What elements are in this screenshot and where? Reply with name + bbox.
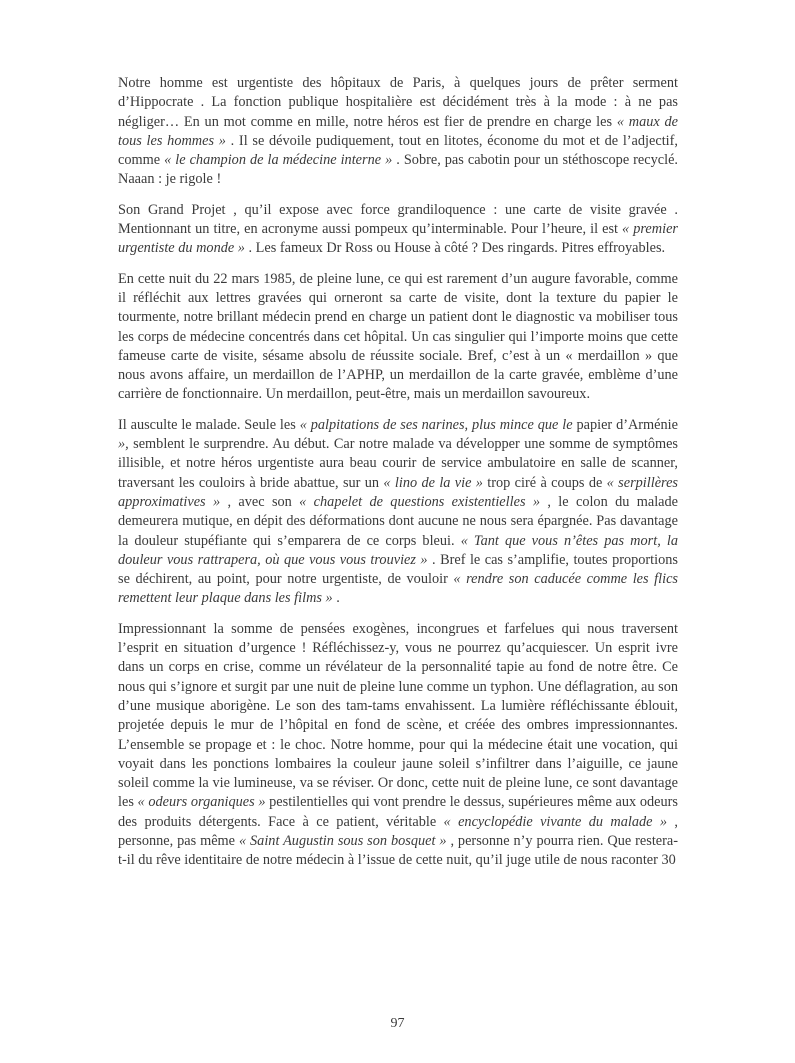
text-run: . Sobre, pas cabotin pour un stéthoscope recyclé. Naaan : je rigole ! — [118, 152, 679, 188]
text-run: semblent le surprendre. Au début. Car notre malade va développer une somme de symptômes illisible, et notre héros urgentiste aura beau courir de service ambulatoire en salle de scanner, traversant les couloirs à bride abattue, sur un — [118, 436, 678, 491]
italic-quote: « Tant que vous n’êtes pas mort, la douleur vous rattrapera, où que vous vous trouviez » — [118, 532, 678, 568]
text-run: , personne, pas même — [118, 813, 678, 849]
paragraph-2 — [118, 201, 678, 259]
italic-quote: « palpitations de ses narines, plus mince que le — [299, 416, 573, 433]
italic-quote: « maux de tous les hommes » — [118, 113, 678, 149]
text-run: , personne n’y pourra rien. Que restera-t-il du rêve identitaire de notre médecin à l’issue de cette nuit, qu’il juge utile de nous raconter 30 — [118, 832, 678, 869]
italic-quote: « premier urgentiste du monde » — [118, 221, 678, 257]
italic-quote: « rendre son caducée comme les flics remettent leur plaque dans les films » — [118, 571, 678, 607]
text-run: Notre homme est urgentiste des hôpitaux de Paris, à quelques jours de prêter serment d’Hippocrate . La fonction publique hospitalière est décidément très à la mode : à ne pas négliger… En un mot comme en mille, notre héros est fier de prendre en charge les — [118, 75, 678, 130]
text-run: pestilentielles qui vont prendre le dessus, supérieures même aux odeurs des produits détergents. Face à ce patient, véritable — [118, 794, 678, 830]
italic-quote: « Saint Augustin sous son bosquet » — [238, 832, 447, 849]
page-number: 97 — [390, 1016, 405, 1031]
text-run: trop ciré à coups de — [482, 474, 607, 491]
text-run: Il ausculte le malade. Seule les — [118, 416, 300, 433]
text-run: . Bref le cas s’amplifie, toutes proportions se déchirent, au point, pour notre urgentiste, de vouloir — [118, 551, 678, 588]
italic-quote: « encyclopédie vivante du malade » — [443, 813, 668, 830]
paragraph-3 — [118, 270, 678, 405]
italic-quote: », — [118, 436, 129, 453]
italic-quote: « odeurs organiques » — [137, 794, 266, 811]
italic-quote: « chapelet de questions existentielles » — [299, 493, 541, 510]
italic-quote: « le champion de la médecine interne » — [164, 152, 393, 169]
text-run: En cette nuit du 22 mars 1985, de pleine lune, ce qui est rarement d’un augure favorable, comme il réfléchit aux lettres gravées qui orneront sa carte de visite, dont la texture du papier le tourmente, notre brillant médecin prend en charge un patient dont le diagnostic va mobiliser tous les corps de médecine concentrés dans cet hôpital. Un cas singulier qui l’importe moins que cette fameuse carte de visite, sésame absolu de réussite sociale. Bref, c’est à un « merdaillon » que nous avons affaire, un merdaillon de l’APHP, un merdaillon de la carte gravée, emblème d’une carrière de fonctionnaire. Un merdaillon, peut-être, mais un merdaillon savoureux. — [118, 270, 678, 403]
paragraph-1 — [118, 74, 678, 190]
text-run: , le colon du malade demeurera mutique, en dépit des déformations dont aucune ne nous sera épargnée. Pas davantage la douleur stupéfiante qui s’emparera de ce corps bleui. — [118, 493, 679, 549]
text-run: . Il se dévoile pudiquement, tout en litotes, économe du mot et de l’adjectif, comme — [118, 132, 678, 169]
text-run: Impressionnant la somme de pensées exogènes, incongrues et farfelues qui nous traversent l’esprit en situation d’urgence ! Réfléchissez-y, vous ne pourrez qu’acquiescer. Un esprit ivre dans un corps en crise, comme un révélateur de la personnalité tapie au fond de notre être. Ce nous qui s’ignore et surgit par une nuit de pleine lune comme un typhon. Une déflagration, au son d’une musique aborigène. Le son des tam-tams envahissent. La lumière réfléchissante éblouit, projetée depuis le mur de l’hôpital en fond de scène, et créée des ombres impressionnantes. L’ensemble se propage et : le choc. Notre homme, pour qui la médecine était une vocation, qui voyait dans les ponctions lombaires la couleur jaune soleil s’infiltrer dans l’aiguille, ce jaune soleil comme la vie lumineuse, va se réviser. Or donc, cette nuit de pleine lune, ce sont davantage les — [118, 620, 678, 811]
text-run: Son Grand Projet , qu’il expose avec force grandiloquence : une carte de visite gravée . Mentionnant un titre, en acronyme aussi pompeux qu’interminable. Pour l’heure, il est — [118, 201, 678, 238]
italic-quote: « serpillères approximatives » — [118, 474, 678, 510]
paragraph-4 — [118, 416, 678, 609]
text-run: papier d’Arménie — [572, 416, 678, 433]
text-run: . Les fameux Dr Ross ou House à côté ? Des ringards. Pitres effroyables. — [244, 240, 666, 257]
text-run: . — [332, 590, 340, 607]
text-body — [118, 74, 678, 871]
paragraph-5 — [118, 620, 678, 871]
italic-quote: « lino de la vie » — [383, 474, 483, 491]
text-run: , avec son — [220, 493, 300, 510]
